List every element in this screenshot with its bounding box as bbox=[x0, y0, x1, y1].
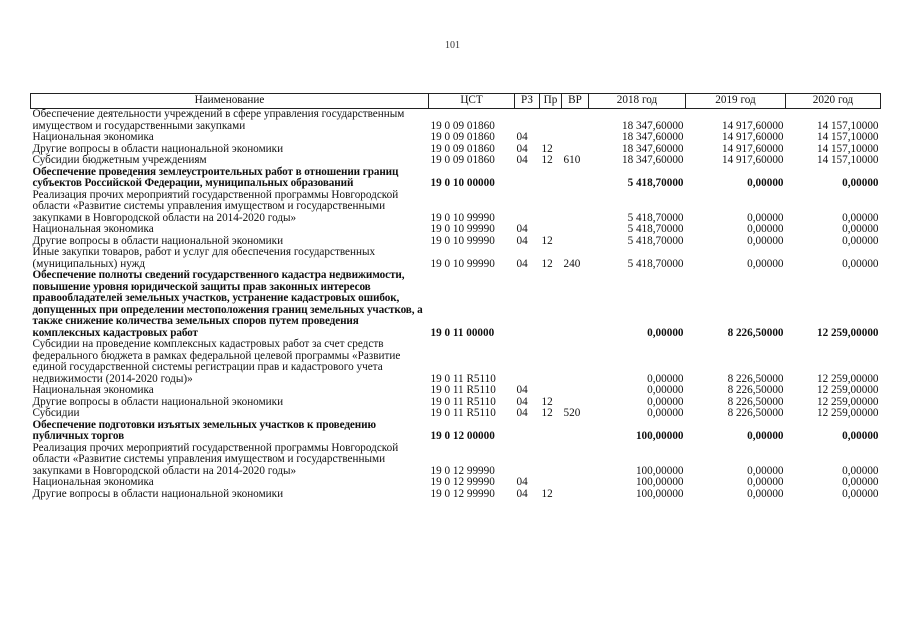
table-row bbox=[31, 132, 881, 144]
cell-y2019: 8 226,50000 bbox=[727, 372, 784, 385]
cell-y2018: 5 418,70000 bbox=[627, 211, 684, 224]
cell-name: Обеспечение подготовки изъятых земельных участков к проведению публичных торгов bbox=[32, 418, 376, 442]
cell-y2018: 5 418,70000 bbox=[627, 257, 684, 270]
cell-cst: 19 0 10 99990 bbox=[430, 234, 495, 247]
cell-cst: 19 0 10 99990 bbox=[430, 223, 495, 235]
cell-y2020: 14 157,10000 bbox=[816, 119, 879, 132]
cell-vr: 520 bbox=[563, 407, 581, 419]
cell-rz: 04 bbox=[516, 395, 528, 408]
cell-rz: 04 bbox=[516, 234, 528, 247]
cell-y2019: 14 917,60000 bbox=[721, 142, 784, 155]
cell-cst: 19 0 11 R5110 bbox=[430, 395, 496, 408]
cell-y2019: 0,00000 bbox=[747, 464, 784, 477]
table-row bbox=[31, 167, 881, 190]
cell-cst: 19 0 10 99990 bbox=[430, 211, 495, 224]
table-row bbox=[31, 109, 881, 133]
cell-rz: 04 bbox=[516, 223, 528, 235]
cell-vr bbox=[562, 477, 589, 489]
cell-name: Субсидии bbox=[32, 407, 80, 419]
cell-y2019: 0,00000 bbox=[747, 487, 784, 500]
cell-cst: 19 0 10 00000 bbox=[430, 177, 495, 189]
cell-y2019: 14 917,60000 bbox=[721, 119, 784, 132]
cell-y2020: 12 259,00000 bbox=[816, 407, 879, 419]
cell-y2020: 0,00000 bbox=[842, 430, 879, 442]
budget-table bbox=[30, 93, 881, 500]
cell-y2020: 0,00000 bbox=[842, 234, 879, 247]
header-name: Наименование bbox=[31, 94, 429, 109]
cell-pr bbox=[540, 477, 562, 489]
cell-cst: 19 0 10 99990 bbox=[430, 257, 495, 270]
header-2019: 2019 год bbox=[686, 94, 786, 109]
cell-name: Другие вопросы в области национальной экономики bbox=[32, 142, 284, 155]
cell-pr: 12 bbox=[541, 487, 553, 500]
cell-rz: 04 bbox=[516, 384, 528, 396]
cell-vr bbox=[562, 270, 589, 339]
table-row bbox=[31, 443, 881, 478]
cell-pr bbox=[540, 109, 562, 133]
cell-y2019: 14 917,60000 bbox=[721, 154, 784, 166]
cell-rz bbox=[515, 443, 540, 478]
cell-rz bbox=[515, 167, 540, 190]
cell-y2020: 0,00000 bbox=[842, 464, 879, 477]
header-pr: Пр bbox=[540, 94, 562, 109]
cell-cst: 19 0 11 R5110 bbox=[430, 372, 496, 385]
page-number: 101 bbox=[445, 40, 460, 51]
cell-pr: 12 bbox=[541, 154, 553, 166]
cell-pr: 12 bbox=[541, 407, 553, 419]
cell-vr bbox=[562, 224, 589, 236]
header-cst: ЦСТ bbox=[429, 94, 515, 109]
table-row bbox=[31, 224, 881, 236]
cell-y2019: 0,00000 bbox=[747, 177, 784, 189]
cell-vr: 610 bbox=[563, 154, 581, 166]
header-2018: 2018 год bbox=[589, 94, 686, 109]
cell-pr bbox=[540, 339, 562, 385]
table-row bbox=[31, 385, 881, 397]
cell-cst: 19 0 11 00000 bbox=[430, 326, 495, 339]
cell-y2019: 0,00000 bbox=[747, 223, 784, 235]
cell-y2018: 18 347,60000 bbox=[621, 154, 684, 166]
header-rz: РЗ bbox=[515, 94, 540, 109]
cell-cst: 19 0 09 01860 bbox=[430, 142, 495, 155]
cell-pr bbox=[540, 224, 562, 236]
cell-rz: 04 bbox=[516, 154, 528, 166]
header-2020: 2020 год bbox=[786, 94, 881, 109]
cell-y2020: 12 259,00000 bbox=[816, 372, 879, 385]
cell-pr bbox=[540, 385, 562, 397]
table-header-row bbox=[31, 94, 881, 109]
cell-vr bbox=[562, 443, 589, 478]
cell-cst: 19 0 12 99990 bbox=[430, 464, 495, 477]
cell-name: Реализация прочих мероприятий государственной программы Новгородской области «Развитие системы управления имуществом и государственными закупками в Новгородской области на 2014-2020 годы» bbox=[32, 188, 399, 224]
cell-name: Национальная экономика bbox=[32, 476, 154, 488]
table-row bbox=[31, 247, 881, 270]
cell-y2019: 0,00000 bbox=[747, 430, 784, 442]
cell-y2020: 0,00000 bbox=[842, 476, 879, 488]
header-vr: ВР bbox=[562, 94, 589, 109]
cell-y2019: 0,00000 bbox=[747, 257, 784, 270]
cell-vr: 240 bbox=[563, 257, 581, 270]
cell-rz: 04 bbox=[516, 142, 528, 155]
cell-pr bbox=[540, 190, 562, 225]
table-row bbox=[31, 155, 881, 167]
cell-y2018: 0,00000 bbox=[647, 326, 684, 339]
cell-y2018: 5 418,70000 bbox=[627, 177, 684, 189]
cell-vr bbox=[562, 167, 589, 190]
cell-name: Субсидии на проведение комплексных кадастровых работ за счет средств федерального бюджета в рамках федеральной целевой программы «Развитие единой государственной системы регистрации прав и кадастрового учета недвижимости (2014-2020 годы)» bbox=[32, 338, 401, 385]
cell-y2020: 14 157,10000 bbox=[816, 154, 879, 166]
cell-rz bbox=[515, 270, 540, 339]
cell-name: Обеспечение деятельности учреждений в сфере управления государственным имуществом и государственными закупками bbox=[32, 108, 405, 132]
cell-y2018: 5 418,70000 bbox=[627, 234, 684, 247]
cell-name: Обеспечение полноты сведений государственного кадастра недвижимости, повышение уровня юридической защиты прав законных интересов правообладателей земельных участков, устранение кадастровых ошибок, допущенных при определении местоположения границ земельных участков, а также снижение количества земельных споров путем проведения комплексных кадастровых работ bbox=[32, 269, 423, 339]
cell-rz bbox=[515, 339, 540, 385]
cell-y2018: 0,00000 bbox=[647, 384, 684, 396]
cell-y2019: 14 917,60000 bbox=[721, 131, 784, 143]
cell-vr bbox=[562, 190, 589, 225]
cell-cst: 19 0 09 01860 bbox=[430, 131, 495, 143]
cell-name: Другие вопросы в области национальной экономики bbox=[32, 487, 284, 500]
cell-y2019: 0,00000 bbox=[747, 234, 784, 247]
cell-cst: 19 0 12 99990 bbox=[430, 487, 495, 500]
table-row bbox=[31, 190, 881, 225]
cell-cst: 19 0 12 00000 bbox=[430, 430, 495, 442]
table-row bbox=[31, 489, 881, 501]
cell-name: Реализация прочих мероприятий государственной программы Новгородской области «Развитие системы управления имуществом и государственными закупками в Новгородской области на 2014-2020 годы» bbox=[32, 441, 399, 477]
cell-rz: 04 bbox=[516, 487, 528, 500]
table-row bbox=[31, 420, 881, 443]
cell-y2020: 0,00000 bbox=[842, 211, 879, 224]
cell-rz: 04 bbox=[516, 131, 528, 143]
cell-cst: 19 0 09 01860 bbox=[430, 154, 495, 166]
cell-name: Иные закупки товаров, работ и услуг для обеспечения государственных (муниципальных) нужд bbox=[32, 246, 376, 270]
cell-cst: 19 0 11 R5110 bbox=[430, 384, 496, 396]
cell-y2019: 8 226,50000 bbox=[727, 326, 784, 339]
cell-name: Национальная экономика bbox=[32, 223, 154, 235]
cell-y2019: 8 226,50000 bbox=[727, 384, 784, 396]
cell-y2019: 8 226,50000 bbox=[727, 395, 784, 408]
cell-name: Национальная экономика bbox=[32, 131, 154, 143]
table-body bbox=[31, 109, 881, 501]
cell-name: Субсидии бюджетным учреждениям bbox=[32, 154, 207, 166]
cell-y2018: 100,00000 bbox=[635, 430, 684, 442]
cell-rz bbox=[515, 109, 540, 133]
cell-y2019: 8 226,50000 bbox=[727, 407, 784, 419]
cell-pr: 12 bbox=[541, 234, 553, 247]
cell-pr: 12 bbox=[541, 142, 553, 155]
cell-vr bbox=[562, 236, 589, 248]
cell-cst: 19 0 09 01860 bbox=[430, 119, 495, 132]
cell-y2020: 0,00000 bbox=[842, 257, 879, 270]
cell-y2018: 100,00000 bbox=[635, 476, 684, 488]
cell-rz: 04 bbox=[516, 257, 528, 270]
cell-vr bbox=[562, 420, 589, 443]
cell-y2018: 0,00000 bbox=[647, 407, 684, 419]
cell-y2018: 100,00000 bbox=[635, 487, 684, 500]
table-row bbox=[31, 408, 881, 420]
cell-name: Обеспечение проведения землеустроительных работ в отношении границ субъектов Российской Федерации, муниципальных образований bbox=[32, 165, 399, 189]
cell-y2018: 18 347,60000 bbox=[621, 131, 684, 143]
cell-y2018: 0,00000 bbox=[647, 372, 684, 385]
cell-y2018: 18 347,60000 bbox=[621, 119, 684, 132]
cell-pr bbox=[540, 132, 562, 144]
cell-y2020: 0,00000 bbox=[842, 177, 879, 189]
cell-y2020: 12 259,00000 bbox=[816, 326, 879, 339]
cell-y2018: 0,00000 bbox=[647, 395, 684, 408]
cell-vr bbox=[562, 132, 589, 144]
cell-cst: 19 0 12 99990 bbox=[430, 476, 495, 488]
table-row bbox=[31, 270, 881, 339]
cell-y2020: 0,00000 bbox=[842, 223, 879, 235]
cell-y2020: 14 157,10000 bbox=[816, 142, 879, 155]
cell-rz: 04 bbox=[516, 476, 528, 488]
table-row bbox=[31, 339, 881, 385]
cell-y2020: 14 157,10000 bbox=[816, 131, 879, 143]
cell-vr bbox=[562, 339, 589, 385]
cell-rz bbox=[515, 420, 540, 443]
cell-y2018: 5 418,70000 bbox=[627, 223, 684, 235]
cell-pr: 12 bbox=[541, 395, 553, 408]
cell-y2018: 18 347,60000 bbox=[621, 142, 684, 155]
cell-y2020: 12 259,00000 bbox=[816, 395, 879, 408]
cell-pr: 12 bbox=[541, 257, 553, 270]
cell-name: Другие вопросы в области национальной экономики bbox=[32, 395, 284, 408]
cell-name: Другие вопросы в области национальной экономики bbox=[32, 234, 284, 247]
cell-y2018: 100,00000 bbox=[635, 464, 684, 477]
cell-cst: 19 0 11 R5110 bbox=[430, 407, 496, 419]
cell-rz bbox=[515, 190, 540, 225]
cell-pr bbox=[540, 167, 562, 190]
cell-y2020: 0,00000 bbox=[842, 487, 879, 500]
cell-pr bbox=[540, 420, 562, 443]
cell-y2020: 12 259,00000 bbox=[816, 384, 879, 396]
cell-vr bbox=[562, 489, 589, 501]
cell-pr bbox=[540, 270, 562, 339]
cell-vr bbox=[562, 109, 589, 133]
table-row bbox=[31, 477, 881, 489]
cell-name: Национальная экономика bbox=[32, 384, 154, 396]
cell-y2019: 0,00000 bbox=[747, 211, 784, 224]
cell-vr bbox=[562, 385, 589, 397]
cell-pr bbox=[540, 443, 562, 478]
cell-rz: 04 bbox=[516, 407, 528, 419]
cell-y2019: 0,00000 bbox=[747, 476, 784, 488]
